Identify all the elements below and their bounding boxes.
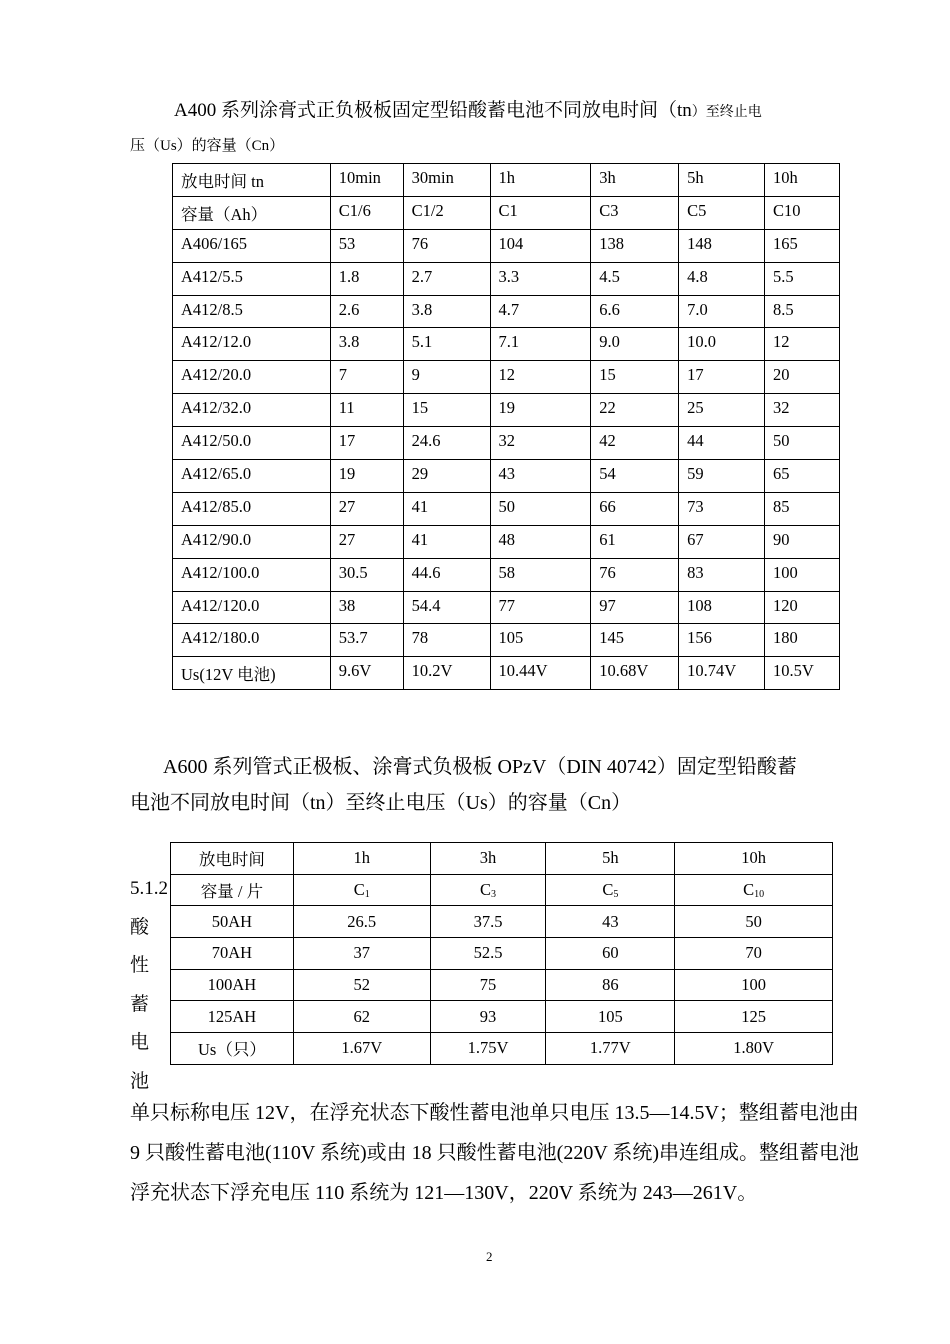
table-cell: C5 (679, 196, 765, 229)
table-cell: 48 (490, 525, 591, 558)
table-cell: A412/5.5 (173, 262, 331, 295)
table-cell: 6.6 (591, 295, 679, 328)
table-row (173, 262, 840, 295)
table2-caption-line1: A600 系列管式正极板、涂膏式负极板 OPzV（DIN 40742）固定型铅酸蓄 (163, 756, 797, 778)
table-cell: 15 (403, 394, 490, 427)
section-number: 5.1.2 (130, 878, 168, 899)
table-cell: 7 (330, 361, 403, 394)
table-cell: 15 (591, 361, 679, 394)
table-cell: 24.6 (403, 427, 490, 460)
table-cell: 180 (765, 624, 840, 657)
table-cell: 17 (330, 427, 403, 460)
table-cell: 3.8 (403, 295, 490, 328)
table-cell: A412/12.0 (173, 328, 331, 361)
table-cell: 19 (330, 460, 403, 493)
table-row (173, 657, 840, 690)
table-cell: A412/20.0 (173, 361, 331, 394)
table-cell: A412/85.0 (173, 492, 331, 525)
capacity-symbol: C (480, 880, 492, 900)
table-cell: 86 (546, 969, 675, 1001)
table-row (171, 969, 833, 1001)
table1-caption-line2: 压（Us）的容量（Cn） (130, 138, 285, 154)
table-cell: 165 (765, 229, 840, 262)
table-row (171, 1033, 833, 1065)
table-cell: 1h (490, 164, 591, 197)
table-cell: 42 (591, 427, 679, 460)
capacity-subscript: 1 (364, 889, 370, 901)
capacity-subscript: 5 (613, 889, 619, 901)
table-cell: A412/8.5 (173, 295, 331, 328)
table-cell: A412/65.0 (173, 460, 331, 493)
table-cell: 105 (490, 624, 591, 657)
table-row (173, 492, 840, 525)
table-cell: 145 (591, 624, 679, 657)
table-cell: 容量（Ah） (173, 196, 331, 229)
table-cell: 5.1 (403, 328, 490, 361)
table-cell: 5h (679, 164, 765, 197)
table-cell: 75 (430, 969, 546, 1001)
table-cell: 52 (293, 969, 430, 1001)
table-cell: 17 (679, 361, 765, 394)
table-cell: 53.7 (330, 624, 403, 657)
table-cell: 53 (330, 229, 403, 262)
table-cell: 32 (765, 394, 840, 427)
table-cell: A412/90.0 (173, 525, 331, 558)
table-cell: 30.5 (330, 558, 403, 591)
table-cell: 3.8 (330, 328, 403, 361)
table-cell: Us(12V 电池) (173, 657, 331, 690)
table-cell: 66 (591, 492, 679, 525)
table-cell: 1h (293, 843, 430, 875)
table-cell: C1 (490, 196, 591, 229)
table-cell: 30min (403, 164, 490, 197)
table-cell: 44 (679, 427, 765, 460)
table-cell: 67 (679, 525, 765, 558)
table-cell: 65 (765, 460, 840, 493)
table-cell: 10.2V (403, 657, 490, 690)
table2-caption (130, 749, 865, 821)
table-cell: 放电时间 (171, 843, 294, 875)
table-cell: 9 (403, 361, 490, 394)
table-cell: 77 (490, 591, 591, 624)
table1-caption-tail: ）至终止电 (691, 105, 762, 120)
table-cell: 22 (591, 394, 679, 427)
table-cell: 61 (591, 525, 679, 558)
capacity-symbol: C (353, 880, 365, 900)
table-cell: 125 (675, 1001, 833, 1033)
table-cell: 5.5 (765, 262, 840, 295)
table-cell: 3h (591, 164, 679, 197)
table-row (173, 624, 840, 657)
table-row (171, 906, 833, 938)
section-char: 池 (130, 1070, 150, 1092)
table-row (173, 427, 840, 460)
table-cell: 8.5 (765, 295, 840, 328)
table-cell: 容量 / 片 (171, 874, 294, 906)
table-cell: 4.5 (591, 262, 679, 295)
capacity-symbol: C (743, 880, 755, 900)
table-cell: 100 (675, 969, 833, 1001)
table-cell: 93 (430, 1001, 546, 1033)
table-cell: A406/165 (173, 229, 331, 262)
table-cell: A412/180.0 (173, 624, 331, 657)
table-cell: 7.0 (679, 295, 765, 328)
table-cell: 85 (765, 492, 840, 525)
table-cell: 4.7 (490, 295, 591, 328)
page-number: 2 (486, 1249, 493, 1264)
table-cell: 108 (679, 591, 765, 624)
table-cell: 27 (330, 492, 403, 525)
table-cell: 1.75V (430, 1033, 546, 1065)
table-cell: 58 (490, 558, 591, 591)
table-cell: 10.5V (765, 657, 840, 690)
section-char: 电 (130, 1032, 150, 1053)
body-paragraph: 单只标称电压 12V，在浮充状态下酸性蓄电池单只电压 13.5—14.5V；整组蓄电池由 9 只酸性蓄电池(110V 系统)或由 18 只酸性蓄电池(220V 系统)串连组成。整组蓄电池浮充状态下浮充电压 110 系统为 121—130V，220V 系统为 243—261V。 (130, 1102, 860, 1204)
table-cell: 73 (679, 492, 765, 525)
table-cell: 70 (675, 938, 833, 970)
table-row (173, 328, 840, 361)
table-row (173, 229, 840, 262)
table-cell (430, 874, 546, 906)
table-cell: Us（只） (171, 1033, 294, 1065)
table-cell: C10 (765, 196, 840, 229)
table-cell: A412/50.0 (173, 427, 331, 460)
table-cell: 37 (293, 938, 430, 970)
table1-caption-main: A400 系列涂膏式正负极板固定型铅酸蓄电池不同放电时间（tn (174, 100, 692, 121)
table-row (171, 938, 833, 970)
table-cell: 43 (546, 906, 675, 938)
table-cell: 44.6 (403, 558, 490, 591)
table-cell: 1.8 (330, 262, 403, 295)
a400-capacity-table (172, 163, 840, 690)
table-row (173, 558, 840, 591)
table1-caption (130, 100, 860, 124)
section-char: 性 (130, 955, 150, 976)
table-cell: 12 (490, 361, 591, 394)
table-cell: 10h (675, 843, 833, 875)
table-row (171, 1001, 833, 1033)
table-cell: A412/120.0 (173, 591, 331, 624)
section-heading (130, 870, 168, 1101)
table-cell: 37.5 (430, 906, 546, 938)
table-cell: 2.7 (403, 262, 490, 295)
section-char: 酸 (130, 916, 150, 938)
table-cell: 10h (765, 164, 840, 197)
capacity-subscript: 10 (754, 889, 765, 901)
table-cell: C1/2 (403, 196, 490, 229)
table-cell: 5h (546, 843, 675, 875)
table-cell: 32 (490, 427, 591, 460)
table-cell: 3h (430, 843, 546, 875)
table-cell: C1/6 (330, 196, 403, 229)
table-cell: 70AH (171, 938, 294, 970)
table-cell: 60 (546, 938, 675, 970)
table-cell: 148 (679, 229, 765, 262)
table-cell: 9.6V (330, 657, 403, 690)
table-cell: A412/32.0 (173, 394, 331, 427)
table-cell: 29 (403, 460, 490, 493)
table-cell: 放电时间 tn (173, 164, 331, 197)
table-cell: A412/100.0 (173, 558, 331, 591)
table-cell: 1.67V (293, 1033, 430, 1065)
table-cell: 10.44V (490, 657, 591, 690)
table-cell: 76 (403, 229, 490, 262)
table-cell (675, 874, 833, 906)
table-cell: 50 (675, 906, 833, 938)
table-cell: 52.5 (430, 938, 546, 970)
table-cell: 10.0 (679, 328, 765, 361)
table-cell: 100 (765, 558, 840, 591)
table-cell: 10.68V (591, 657, 679, 690)
table-cell: 4.8 (679, 262, 765, 295)
table-row (171, 843, 833, 875)
table-cell: 3.3 (490, 262, 591, 295)
table-cell: 11 (330, 394, 403, 427)
capacity-subscript: 3 (491, 889, 497, 901)
table-row (171, 874, 833, 906)
table-cell: 10min (330, 164, 403, 197)
table-cell: 26.5 (293, 906, 430, 938)
table-cell: 104 (490, 229, 591, 262)
table-row (173, 460, 840, 493)
table-cell: 120 (765, 591, 840, 624)
table-cell: 78 (403, 624, 490, 657)
table-row (173, 295, 840, 328)
table-cell: 1.80V (675, 1033, 833, 1065)
table-cell (546, 874, 675, 906)
table2-caption-line2: 电池不同放电时间（tn）至终止电压（Us）的容量（Cn） (130, 792, 632, 814)
table-cell: 138 (591, 229, 679, 262)
table-cell: 76 (591, 558, 679, 591)
table-cell: 9.0 (591, 328, 679, 361)
table-cell: 27 (330, 525, 403, 558)
table-row (173, 361, 840, 394)
table-cell: 38 (330, 591, 403, 624)
table-cell: 10.74V (679, 657, 765, 690)
table-cell: 41 (403, 525, 490, 558)
table-cell: 100AH (171, 969, 294, 1001)
table-cell: 7.1 (490, 328, 591, 361)
table-cell: 25 (679, 394, 765, 427)
section-char: 蓄 (130, 993, 150, 1015)
a600-capacity-table (170, 842, 833, 1065)
table-cell: 50AH (171, 906, 294, 938)
table-cell: 12 (765, 328, 840, 361)
table-row (173, 525, 840, 558)
table-cell: 59 (679, 460, 765, 493)
table-cell: 2.6 (330, 295, 403, 328)
capacity-symbol: C (602, 880, 614, 900)
table-cell: 156 (679, 624, 765, 657)
table-row (173, 591, 840, 624)
table-row (173, 394, 840, 427)
table-cell: 90 (765, 525, 840, 558)
table-cell: 54.4 (403, 591, 490, 624)
table-cell: 19 (490, 394, 591, 427)
table-cell: 43 (490, 460, 591, 493)
table-cell: 50 (765, 427, 840, 460)
table-cell: 1.77V (546, 1033, 675, 1065)
table-cell: 20 (765, 361, 840, 394)
table-cell: 83 (679, 558, 765, 591)
table-row (173, 164, 840, 197)
table-row (173, 196, 840, 229)
table-cell: C3 (591, 196, 679, 229)
table-cell: 105 (546, 1001, 675, 1033)
table-cell: 54 (591, 460, 679, 493)
table-cell: 125AH (171, 1001, 294, 1033)
table-cell: 97 (591, 591, 679, 624)
table-cell (293, 874, 430, 906)
table-cell: 50 (490, 492, 591, 525)
table-cell: 41 (403, 492, 490, 525)
table-cell: 62 (293, 1001, 430, 1033)
